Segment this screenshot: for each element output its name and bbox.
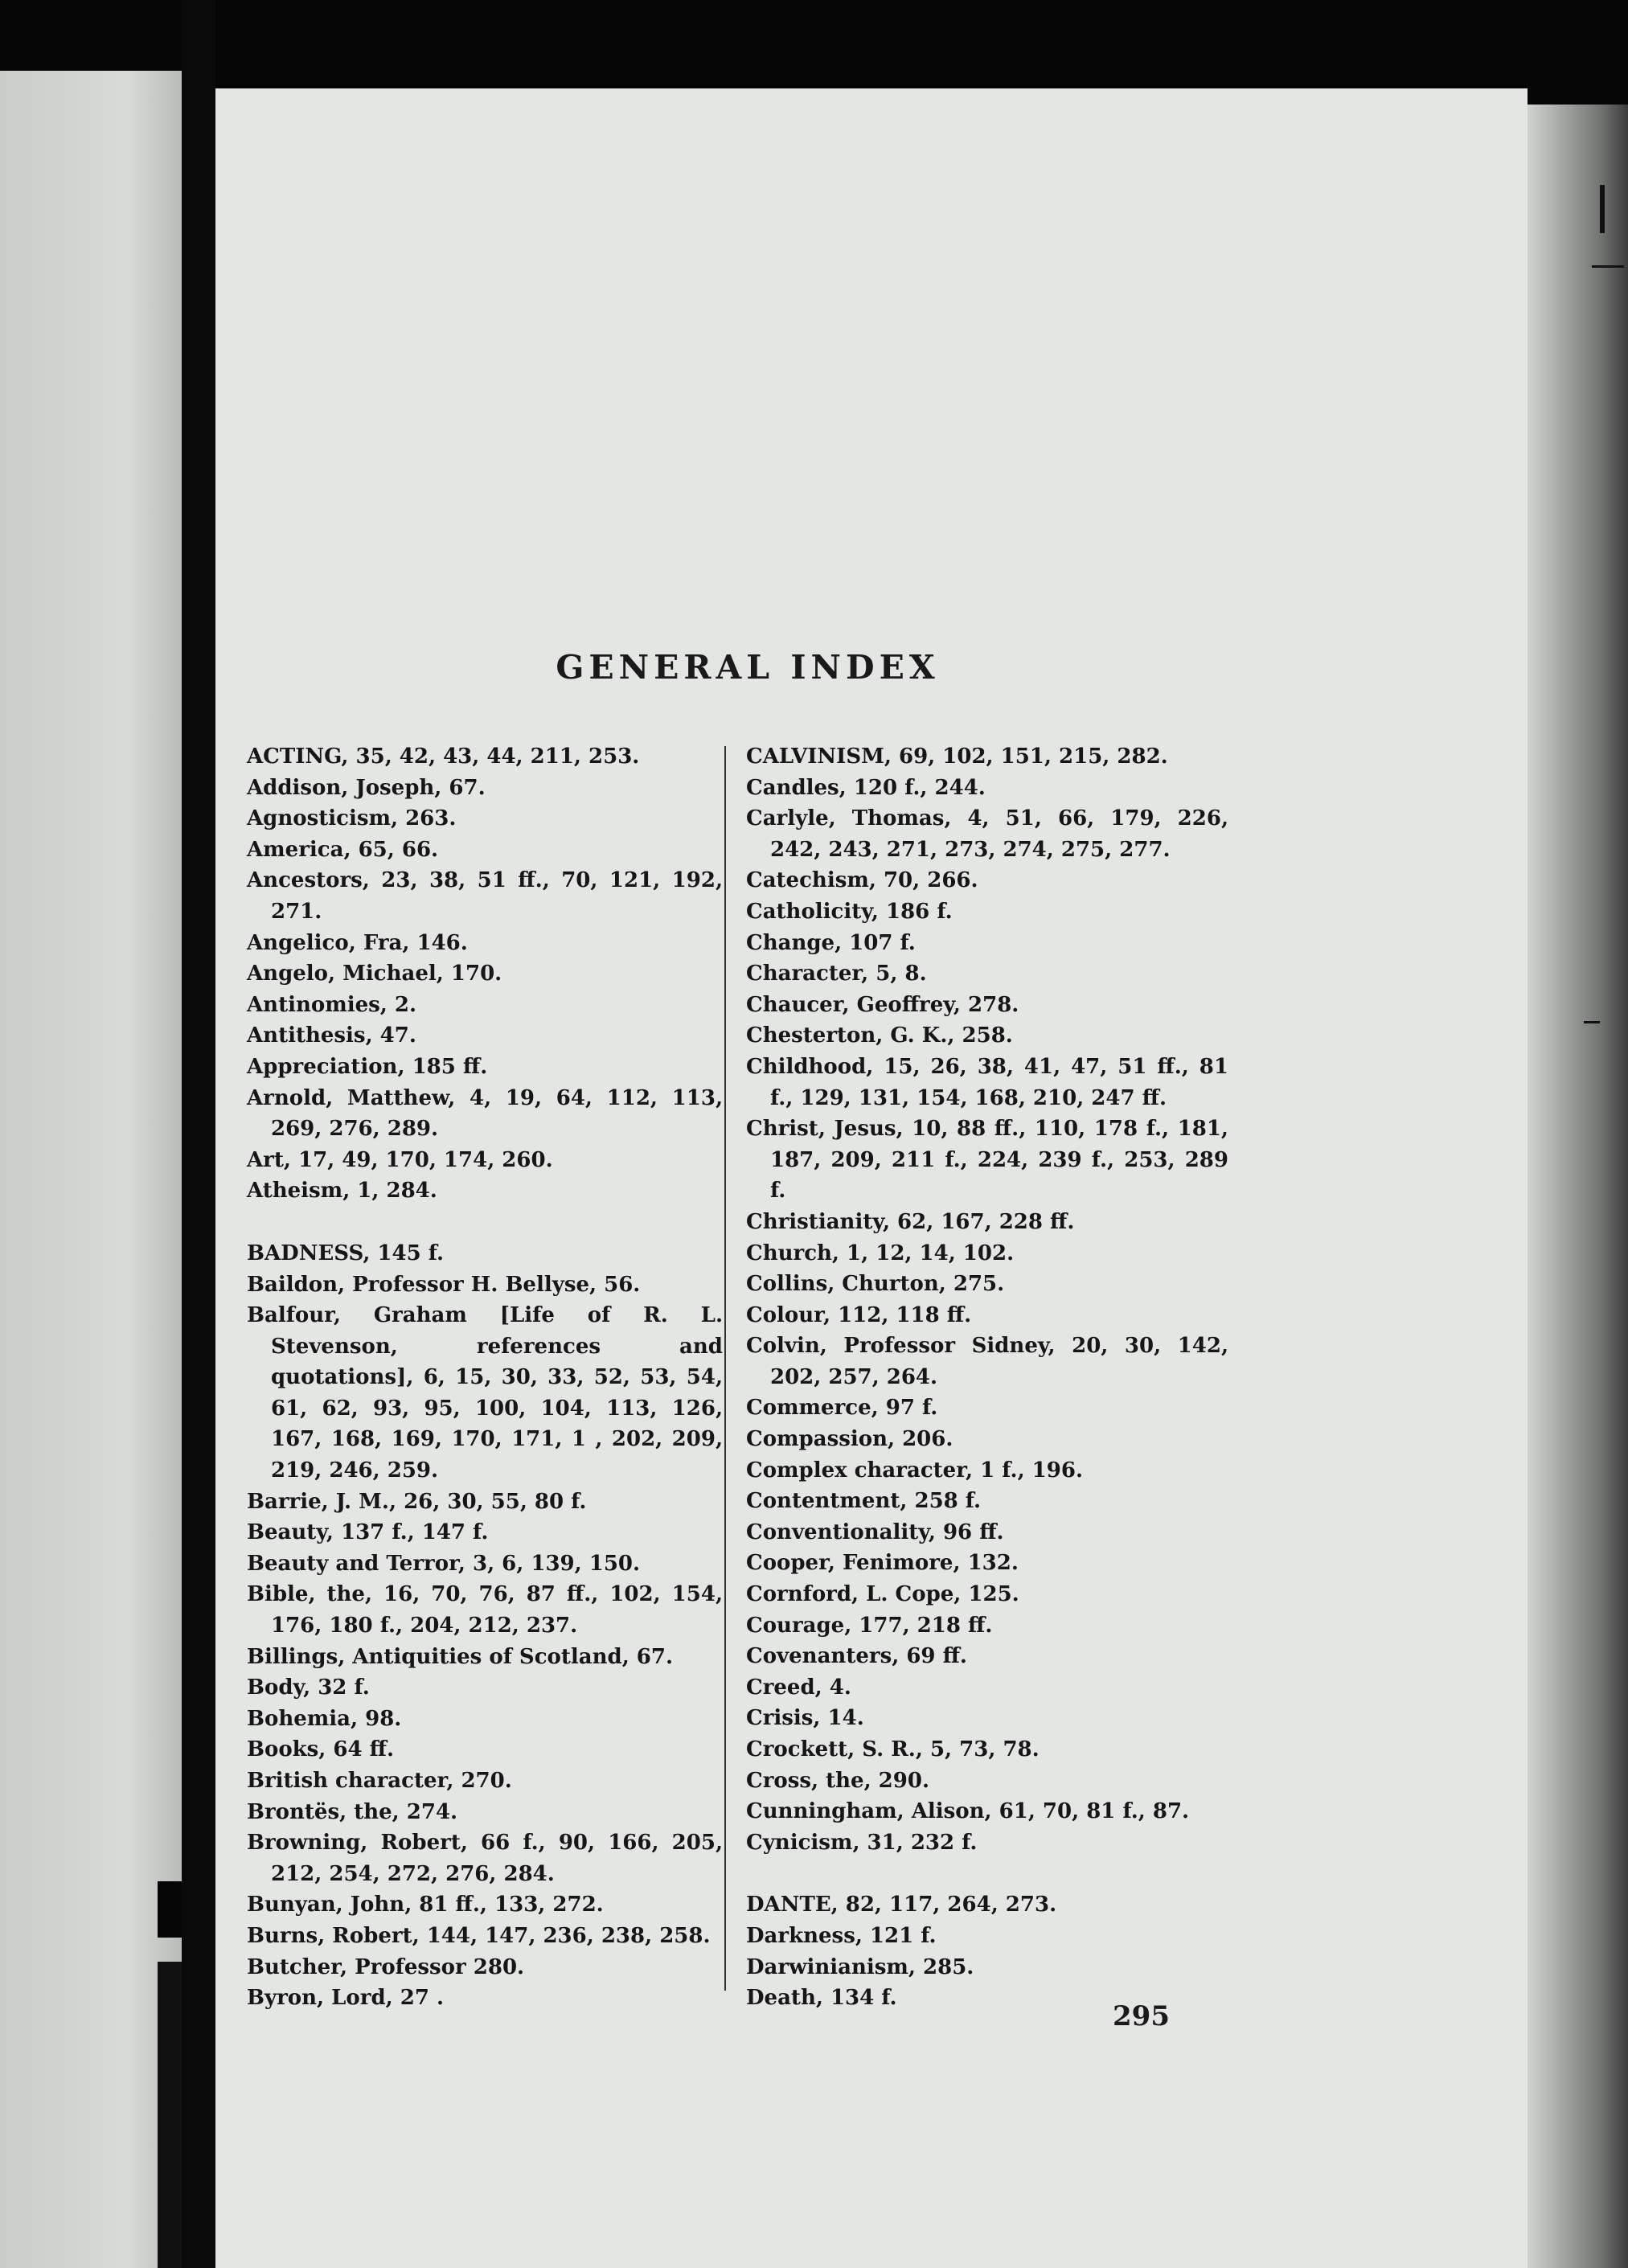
- index-entry: Cornford, L. Cope, 125.: [746, 1582, 1019, 1607]
- index-entry: Butcher, Professor 280.: [247, 1954, 525, 1979]
- index-entry: Commerce, 97 f.: [746, 1396, 938, 1421]
- index-column-right: [746, 741, 1228, 2014]
- index-entry: Christ, Jesus, 10, 88 ff., 110, 178 f., 181, 187, 209, 211 f., 224, 239 f., 253, 289 f.: [746, 1117, 1228, 1204]
- index-entry: Addison, Joseph, 67.: [247, 775, 486, 800]
- index-entry: Chaucer, Geoffrey, 278.: [746, 992, 1019, 1017]
- index-entry: CALVINISM, 69, 102, 151, 215, 282.: [746, 744, 1168, 769]
- index-entry: Atheism, 1, 284.: [247, 1179, 437, 1204]
- edge-mark: [1600, 185, 1605, 233]
- edge-mark: [1592, 265, 1624, 268]
- index-entry: Christianity, 62, 167, 228 ff.: [746, 1209, 1075, 1234]
- index-entry: Carlyle, Thomas, 4, 51, 66, 179, 226, 242, 243, 271, 273, 274, 275, 277.: [746, 806, 1228, 862]
- index-entry: Byron, Lord, 27 .: [247, 1986, 445, 2011]
- index-entry: Collins, Churton, 275.: [746, 1272, 1005, 1297]
- index-entry: ACTING, 35, 42, 43, 44, 211, 253.: [247, 744, 640, 769]
- page-number: 295: [1113, 2000, 1170, 2032]
- index-entry: Crockett, S. R., 5, 73, 78.: [746, 1737, 1040, 1761]
- index-entry: British character, 270.: [247, 1769, 512, 1793]
- index-entry: Darkness, 121 f.: [746, 1923, 937, 1948]
- index-entry: Antinomies, 2.: [247, 992, 417, 1017]
- index-entry: Cooper, Fenimore, 132.: [746, 1551, 1019, 1576]
- index-entry: Brontës, the, 274.: [247, 1799, 458, 1824]
- index-entry: Character, 5, 8.: [746, 962, 927, 986]
- index-entry: Bunyan, John, 81 ff., 133, 272.: [247, 1893, 604, 1917]
- index-entry: Crisis, 14.: [746, 1706, 864, 1731]
- index-entry: Body, 32 f.: [247, 1675, 370, 1700]
- index-entry: Courage, 177, 218 ff.: [746, 1613, 993, 1638]
- index-entry: America, 65, 66.: [247, 837, 439, 862]
- index-entry: Compassion, 206.: [746, 1427, 953, 1452]
- index-entry: Church, 1, 12, 14, 102.: [746, 1241, 1015, 1265]
- index-entry: Beauty, 137 f., 147 f.: [247, 1520, 489, 1545]
- index-entry: Chesterton, G. K., 258.: [746, 1023, 1013, 1048]
- index-entry: Complex character, 1 f., 196.: [746, 1458, 1083, 1483]
- index-entry: Appreciation, 185 ff.: [247, 1054, 488, 1079]
- index-entry: Death, 134 f.: [746, 1986, 897, 2011]
- index-entry: Catholicity, 186 f.: [746, 899, 953, 924]
- binding-strip: [158, 1962, 182, 2268]
- index-entry: BADNESS, 145 f.: [247, 1241, 445, 1265]
- index-entry: Arnold, Matthew, 4, 19, 64, 112, 113, 269, 276, 289.: [247, 1085, 723, 1142]
- index-entry: Books, 64 ff.: [247, 1737, 395, 1762]
- index-entry: Bohemia, 98.: [247, 1706, 402, 1731]
- index-entry: Creed, 4.: [746, 1675, 851, 1700]
- index-entry: Darwinianism, 285.: [746, 1954, 974, 1979]
- index-entry: Barrie, J. M., 26, 30, 55, 80 f.: [247, 1489, 587, 1514]
- index-entry: Angelico, Fra, 146.: [247, 930, 468, 955]
- previous-page-edge: [0, 71, 182, 2268]
- index-entry: Childhood, 15, 26, 38, 41, 47, 51 ff., 81 f., 129, 131, 154, 168, 210, 247 ff.: [746, 1054, 1228, 1110]
- index-entry: Covenanters, 69 ff.: [746, 1644, 967, 1669]
- index-entry: Agnosticism, 263.: [247, 806, 457, 831]
- index-entry: Bible, the, 16, 70, 76, 87 ff., 102, 154, 176, 180 f., 204, 212, 237.: [247, 1582, 723, 1638]
- page-fore-edge: [1528, 105, 1628, 2268]
- index-entry: Cynicism, 31, 232 f.: [746, 1830, 978, 1855]
- index-entry: Candles, 120 f., 244.: [746, 775, 986, 800]
- index-entry: DANTE, 82, 117, 264, 273.: [746, 1893, 1057, 1917]
- index-entry: Angelo, Michael, 170.: [247, 962, 502, 986]
- index-entry: Billings, Antiquities of Scotland, 67.: [247, 1644, 674, 1669]
- index-entry: Beauty and Terror, 3, 6, 139, 150.: [247, 1551, 641, 1576]
- index-entry: Antithesis, 47.: [247, 1023, 416, 1048]
- index-column-left: [247, 741, 723, 2014]
- book-gutter: [182, 0, 215, 2268]
- index-entry: Cross, the, 290.: [746, 1768, 929, 1793]
- index-entry: Conventionality, 96 ff.: [746, 1520, 1004, 1544]
- index-entry: Colvin, Professor Sidney, 20, 30, 142, 202, 257, 264.: [746, 1334, 1228, 1389]
- index-entry: Art, 17, 49, 170, 174, 260.: [247, 1147, 553, 1172]
- index-entry: Ancestors, 23, 38, 51 ff., 70, 121, 192, 271.: [247, 868, 723, 924]
- index-entry: Balfour, Graham [Life of R. L. Stevenson, references and quotations], 6, 15, 30, 33, 52, 53, 54, 61, 62, 93, 95, 100, 104, 113, 126, 167, 168, 169, 170, 171, 1 , 202, 209, 219, 246, 259.: [247, 1303, 723, 1483]
- page-title: GENERAL INDEX: [556, 648, 940, 687]
- index-entry: Catechism, 70, 266.: [746, 868, 978, 893]
- index-entry: Baildon, Professor H. Bellyse, 56.: [247, 1272, 641, 1297]
- section-gap: [247, 1207, 723, 1238]
- index-entry: Contentment, 258 f.: [746, 1489, 982, 1514]
- index-entry: Cunningham, Alison, 61, 70, 81 f., 87.: [746, 1799, 1190, 1824]
- edge-mark: [1584, 1021, 1600, 1023]
- index-entry: Colour, 112, 118 ff.: [746, 1302, 972, 1327]
- binding-mark: [158, 1881, 182, 1938]
- section-gap: [746, 1858, 1228, 1889]
- index-entry: Change, 107 f.: [746, 930, 916, 955]
- column-divider: [724, 746, 726, 1991]
- index-entry: Browning, Robert, 66 f., 90, 166, 205, 212, 254, 272, 276, 284.: [247, 1831, 723, 1886]
- index-entry: Burns, Robert, 144, 147, 236, 238, 258.: [247, 1923, 711, 1948]
